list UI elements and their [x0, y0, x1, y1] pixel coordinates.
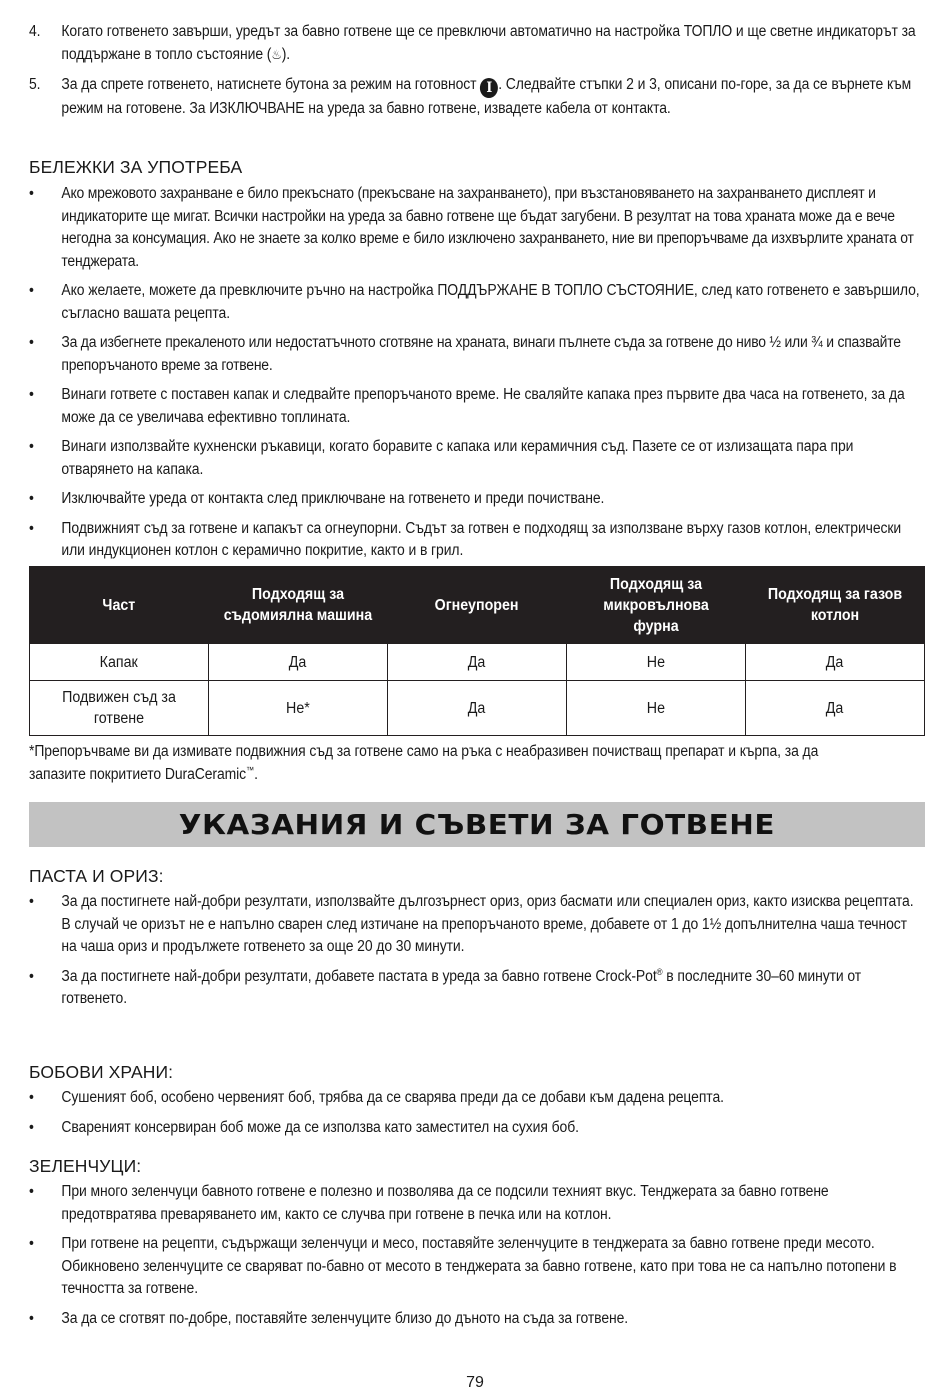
footnote-end: . [254, 765, 258, 783]
list-item-text: Сушеният боб, особено червеният боб, трябва да се сварява преди да се добави към дадена рецепта. [61, 1089, 724, 1106]
list-item [29, 966, 921, 1011]
step-text: Когато готвенето завърши, уредът за бавно готвене ще се превключи автоматично на настройка ТОПЛО и ще светне индикаторът за поддържане в топло състояние ( [61, 23, 916, 63]
step-text-end: . Следвайте стъпки 2 и 3, описани по-горе, за да се върнете към режим на готовене. За ИЗКЛЮЧВАНЕ на уреда за бавно готвене, извадете кабела от контакта. [61, 76, 912, 117]
table-cell [746, 681, 925, 736]
step-number: 5. [29, 76, 41, 93]
cell-text: Да [289, 653, 307, 671]
list-item [29, 280, 921, 325]
cell-text: Капак [99, 653, 139, 671]
bullet: • [29, 1235, 34, 1252]
cell-text: Да [826, 653, 844, 671]
list-item [29, 183, 921, 273]
bullet: • [29, 1089, 34, 1106]
header-text: Подходящ за газов котлон [767, 586, 903, 624]
list-item [29, 1181, 921, 1226]
list-item-text: За да избегнете прекаленото или недостатъчното сготвяне на храната, винаги пълнете съда за готвене до ниво ½ или ¾ и спазвайте препоръчаното време за готвене. [61, 334, 901, 374]
list-item-text: Ако желаете, можете да превключите ръчно на настройка ПОДДЪРЖАНЕ В ТОПЛО СЪСТОЯНИЕ, след като готвенето е завършило, съгласно вашата рецепта. [61, 282, 920, 322]
keep-warm-icon: ♨ [271, 46, 282, 62]
list-item-text: Винаги използвайте кухненски ръкавици, когато боравите с капака или керамичния съд. Пазете се от излизащата пара при отварянето на капака. [61, 438, 854, 478]
beans-list [29, 1087, 929, 1146]
step-text: За да спрете готвенето, натиснете бутона за режим на готовност [61, 76, 481, 93]
table-footnote [29, 741, 839, 786]
section-banner [29, 802, 925, 847]
table-cell [209, 681, 388, 736]
cell-text: Не* [286, 699, 310, 717]
cell-text: Да [826, 699, 844, 717]
bullet: • [29, 386, 34, 403]
cell-text: Не [646, 653, 666, 671]
cell-text: Не [646, 699, 666, 717]
bullet: • [29, 967, 34, 985]
notes-list [29, 183, 929, 570]
footnote-text: *Препоръчваме ви да измивате подвижния съд за готвене само на ръка с неабразивен почистващ препарат и кърпа, за да запазите покритието DuraCeramic [29, 743, 819, 783]
list-item-text: За да постигнете най-добри резултати, използвайте дългозърнест ориз, ориз басмати или специален ориз, както изисква рецептата. В случай че оризът не е напълно сварен след изтичане на препоръчаното време, добавете от 1 до 1½ допълнителна чаша течност на чаша ориз и продължете готвенето за още 20 до 30 минути. [61, 893, 914, 955]
section-banner-title: УКАЗАНИЯ И СЪВЕТИ ЗА ГОТВЕНЕ [178, 808, 776, 841]
bullet: • [29, 1309, 34, 1327]
cell-text: Да [468, 699, 486, 717]
notes-heading: БЕЛЕЖКИ ЗА УПОТРЕБА [29, 157, 243, 177]
list-item-text: При готвене на рецепти, съдържащи зеленчуци и месо, поставяйте зеленчуците в тенджерата за бавно готвене преди месото. Обикновено зеленчуците се сваряват по-бавно от месото в тенджерата за бавно готвене, като при това не са напълно потопени в течността за готвене. [61, 1235, 897, 1297]
list-item-text-end: в последните 30–60 минути от готвенето. [61, 967, 862, 1007]
table-cell [388, 681, 567, 736]
list-item [29, 1233, 921, 1301]
trademark-symbol: ™ [246, 764, 255, 775]
numbered-steps [29, 21, 929, 129]
list-item-text: За да постигнете най-добри резултати, добавете пастата в уреда за бавно готвене Crock-Pot [61, 967, 657, 985]
list-item-text: Винаги гответе с поставен капак и следвайте препоръчаното време. Не сваляйте капака през първите два часа на готвенето, за да може да се увеличава ефективно топлината. [61, 386, 905, 426]
table-header-row [30, 567, 925, 644]
pasta-list [29, 891, 929, 1018]
step-4 [29, 21, 921, 66]
table-cell [30, 644, 209, 681]
table-cell [567, 681, 746, 736]
list-item [29, 436, 921, 481]
list-item [29, 518, 921, 563]
table-cell [388, 644, 567, 681]
cell-text: Да [468, 653, 486, 671]
page-number: 79 [466, 1374, 484, 1391]
bullet: • [29, 185, 34, 202]
table-cell [746, 644, 925, 681]
bullet: • [29, 519, 34, 537]
header-text: Огнеупорен [435, 596, 519, 614]
standby-icon: I [480, 78, 498, 98]
bullet: • [29, 893, 34, 910]
list-item [29, 1117, 921, 1140]
bullet: • [29, 282, 34, 299]
table-cell [209, 644, 388, 681]
pasta-heading: ПАСТА И ОРИЗ: [29, 866, 164, 886]
beans-heading: БОБОВИ ХРАНИ: [29, 1062, 174, 1082]
list-item-text: Ако мрежовото захранване е било прекъснато (прекъсване на захранването), при възстановяването на захранването дисплеят и индикаторите ще мигат. Всички настройки на уреда за бавно готвене ще бъдат загубени. В резултат на това храната може да е вече негодна за консумация. Ако не знаете за колко време е било изключено захранването, ние ви препоръчваме да изхвърлите храната от тенджерата. [61, 185, 914, 270]
bullet: • [29, 438, 34, 455]
header-text: Част [102, 596, 136, 614]
list-item-text: При много зеленчуци бавното готвене е полезно и позволява да се подсили техният вкус. Тенджерата за бавно готвене предотвратява преваряването им, както се случва при готвене в печка или на котлон. [61, 1183, 829, 1223]
header-text: Подходящ за микровълнова фурна [603, 575, 709, 635]
table-cell [30, 681, 209, 736]
step-text-end: ). [281, 45, 291, 63]
list-item-text: Изключвайте уреда от контакта след приключване на готвенето и преди почистване. [61, 490, 605, 507]
list-item [29, 384, 921, 429]
header-text: Подходящ за съдомиялна машина [223, 586, 373, 624]
table-row [30, 644, 925, 681]
list-item [29, 1087, 921, 1110]
list-item [29, 1308, 921, 1331]
registered-symbol: ® [656, 966, 663, 977]
list-item [29, 332, 921, 377]
step-5 [29, 74, 921, 121]
table-header [567, 567, 746, 644]
vegetables-list [29, 1181, 929, 1337]
list-item-text: Подвижният съд за готвене и капакът са огнеупорни. Съдът за готвен е подходящ за използване върху газов котлон, електрически или индукционен котлон с керамично покритие, както и в грил. [61, 519, 902, 559]
list-item [29, 488, 921, 511]
list-item-text: За да се сготвят по-добре, поставяйте зеленчуците близо до дъното на съда за готвене. [61, 1309, 629, 1327]
table-header [746, 567, 925, 644]
table-row [30, 681, 925, 736]
bullet: • [29, 1118, 34, 1136]
list-item-text: Свареният консервиран боб може да се използва като заместител на сухия боб. [61, 1118, 579, 1136]
parts-table [29, 566, 925, 736]
table-header [30, 567, 209, 644]
table-header [388, 567, 567, 644]
table-header [209, 567, 388, 644]
bullet: • [29, 1183, 34, 1200]
table-cell [567, 644, 746, 681]
cell-text: Подвижен съд за готвене [62, 689, 176, 728]
vegetables-heading: ЗЕЛЕНЧУЦИ: [29, 1156, 142, 1176]
list-item [29, 891, 921, 959]
bullet: • [29, 334, 34, 351]
step-number: 4. [29, 23, 41, 40]
bullet: • [29, 490, 34, 507]
